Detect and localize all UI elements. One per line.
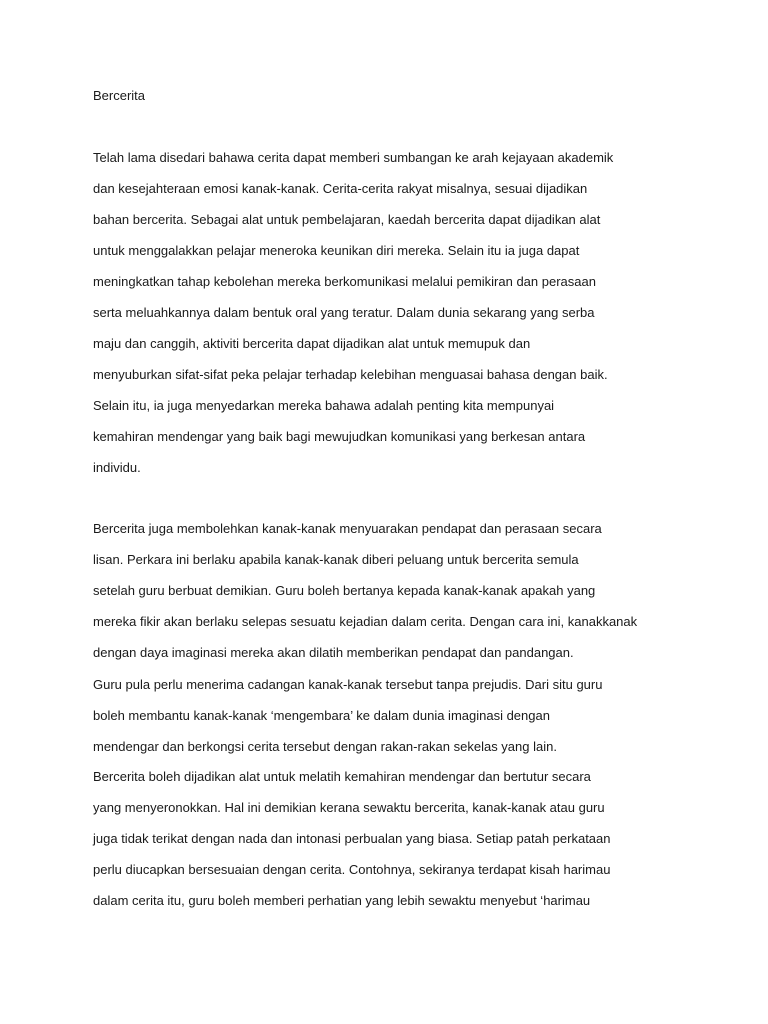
text-line: mendengar dan berkongsi cerita tersebut dengan rakan-rakan sekelas yang lain. xyxy=(93,739,557,754)
text-line: Bercerita boleh dijadikan alat untuk melatih kemahiran mendengar dan bertutur secara xyxy=(93,769,591,784)
text-line: setelah guru berbuat demikian. Guru boleh bertanya kepada kanak-kanak apakah yang xyxy=(93,583,596,598)
text-line: bahan bercerita. Sebagai alat untuk pembelajaran, kaedah bercerita dapat dijadikan alat xyxy=(93,212,601,227)
text-line: boleh membantu kanak-kanak ‘mengembara’ ke dalam dunia imaginasi dengan xyxy=(93,708,550,723)
text-line: menyuburkan sifat-sifat peka pelajar terhadap kelebihan menguasai bahasa dengan baik. xyxy=(93,367,608,382)
text-line: untuk menggalakkan pelajar meneroka keunikan diri mereka. Selain itu ia juga dapat xyxy=(93,243,580,258)
text-line: serta meluahkannya dalam bentuk oral yang teratur. Dalam dunia sekarang yang serba xyxy=(93,305,595,320)
text-line: Telah lama disedari bahawa cerita dapat memberi sumbangan ke arah kejayaan akademik xyxy=(93,150,614,165)
text-line: Selain itu, ia juga menyedarkan mereka bahawa adalah penting kita mempunyai xyxy=(93,398,555,413)
text-line: kemahiran mendengar yang baik bagi mewujudkan komunikasi yang berkesan antara xyxy=(93,429,586,444)
text-line: Guru pula perlu menerima cadangan kanak-kanak tersebut tanpa prejudis. Dari situ guru xyxy=(93,677,603,692)
text-line: dan kesejahteraan emosi kanak-kanak. Cerita-cerita rakyat misalnya, sesuai dijadikan xyxy=(93,181,588,196)
text-line: individu. xyxy=(93,460,141,475)
text-line: perlu diucapkan bersesuaian dengan cerita. Contohnya, sekiranya terdapat kisah harimau xyxy=(93,862,611,877)
text-line: meningkatkan tahap kebolehan mereka berkomunikasi melalui pemikiran dan perasaan xyxy=(93,274,596,289)
text-line: maju dan canggih, aktiviti bercerita dapat dijadikan alat untuk memupuk dan xyxy=(93,336,531,351)
text-line: mereka fikir akan berlaku selepas sesuatu kejadian dalam cerita. Dengan cara ini, kanakkanak xyxy=(93,614,638,629)
text-line: dengan daya imaginasi mereka akan dilatih memberikan pendapat dan pandangan. xyxy=(93,645,574,660)
document-title: Bercerita xyxy=(93,88,146,103)
text-line: Bercerita juga membolehkan kanak-kanak menyuarakan pendapat dan perasaan secara xyxy=(93,521,602,536)
text-line: yang menyeronokkan. Hal ini demikian kerana sewaktu bercerita, kanak-kanak atau guru xyxy=(93,800,605,815)
text-line: juga tidak terikat dengan nada dan intonasi perbualan yang biasa. Setiap patah perkataan xyxy=(93,831,611,846)
text-line: dalam cerita itu, guru boleh memberi perhatian yang lebih sewaktu menyebut ‘harimau xyxy=(93,893,591,908)
text-line: lisan. Perkara ini berlaku apabila kanak-kanak diberi peluang untuk bercerita semula xyxy=(93,552,579,567)
